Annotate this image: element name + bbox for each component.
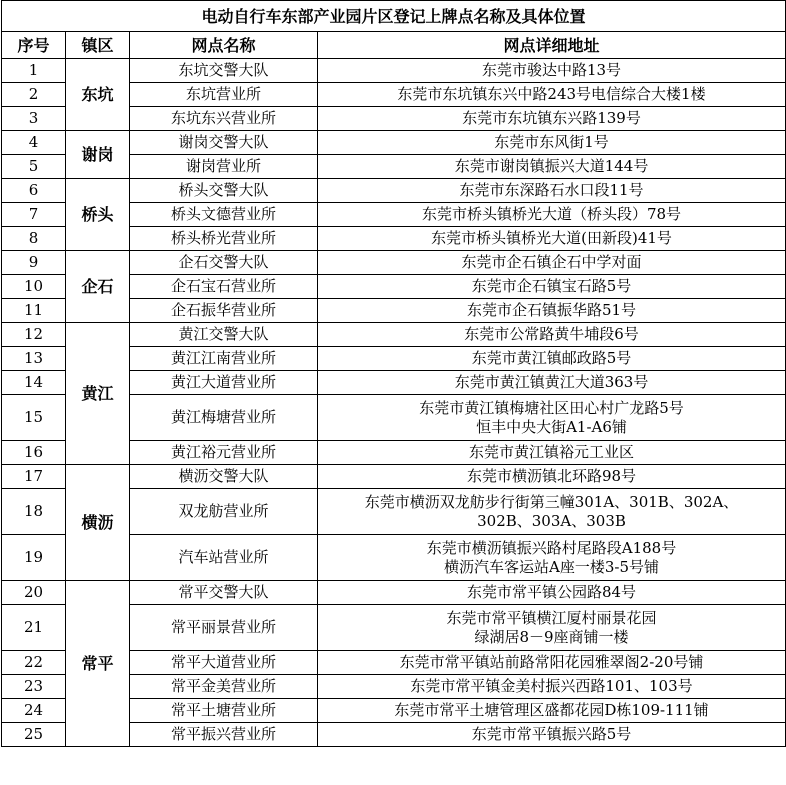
table-title: 电动自行车东部产业园片区登记上牌点名称及具体位置 bbox=[2, 1, 786, 32]
point-address: 东莞市企石镇振华路51号 bbox=[318, 299, 786, 323]
point-name: 黄江裕元营业所 bbox=[130, 441, 318, 465]
point-address: 东莞市桥头镇桥光大道(田新段)41号 bbox=[318, 227, 786, 251]
point-address: 东莞市横沥镇北环路98号 bbox=[318, 465, 786, 489]
row-no: 9 bbox=[2, 251, 66, 275]
town-cell: 黄江 bbox=[66, 323, 130, 465]
point-address: 东莞市常平镇站前路常阳花园雅翠阁2-20号铺 bbox=[318, 651, 786, 675]
table-row bbox=[2, 251, 786, 275]
row-no: 13 bbox=[2, 347, 66, 371]
row-no: 5 bbox=[2, 155, 66, 179]
header-address: 网点详细地址 bbox=[318, 32, 786, 59]
row-no: 17 bbox=[2, 465, 66, 489]
row-no: 7 bbox=[2, 203, 66, 227]
town-cell: 横沥 bbox=[66, 465, 130, 581]
point-address: 东莞市常平土塘管理区盛都花园D栋109-111铺 bbox=[318, 699, 786, 723]
point-name: 黄江大道营业所 bbox=[130, 371, 318, 395]
point-name: 常平振兴营业所 bbox=[130, 723, 318, 747]
point-name: 东坑交警大队 bbox=[130, 59, 318, 83]
point-address: 东莞市黄江镇裕元工业区 bbox=[318, 441, 786, 465]
row-no: 14 bbox=[2, 371, 66, 395]
point-name: 企石交警大队 bbox=[130, 251, 318, 275]
point-name: 谢岗营业所 bbox=[130, 155, 318, 179]
point-address: 东莞市东风街1号 bbox=[318, 131, 786, 155]
point-address: 东莞市常平镇公园路84号 bbox=[318, 581, 786, 605]
point-address: 东莞市桥头镇桥光大道（桥头段）78号 bbox=[318, 203, 786, 227]
point-name: 谢岗交警大队 bbox=[130, 131, 318, 155]
row-no: 16 bbox=[2, 441, 66, 465]
row-no: 18 bbox=[2, 489, 66, 535]
row-no: 20 bbox=[2, 581, 66, 605]
table-row bbox=[2, 131, 786, 155]
point-name: 东坑营业所 bbox=[130, 83, 318, 107]
row-no: 2 bbox=[2, 83, 66, 107]
row-no: 4 bbox=[2, 131, 66, 155]
point-name: 常平土塘营业所 bbox=[130, 699, 318, 723]
row-no: 8 bbox=[2, 227, 66, 251]
row-no: 6 bbox=[2, 179, 66, 203]
row-no: 11 bbox=[2, 299, 66, 323]
row-no: 12 bbox=[2, 323, 66, 347]
row-no: 22 bbox=[2, 651, 66, 675]
point-address: 东莞市骏达中路13号 bbox=[318, 59, 786, 83]
table-row bbox=[2, 465, 786, 489]
point-name: 企石振华营业所 bbox=[130, 299, 318, 323]
point-address: 东莞市黄江镇梅塘社区田心村广龙路5号 恒丰中央大街A1-A6铺 bbox=[318, 395, 786, 441]
point-name: 桥头桥光营业所 bbox=[130, 227, 318, 251]
point-name: 东坑东兴营业所 bbox=[130, 107, 318, 131]
point-address: 东莞市常平镇金美村振兴西路101、103号 bbox=[318, 675, 786, 699]
point-address: 东莞市东坑镇东兴中路243号电信综合大楼1楼 bbox=[318, 83, 786, 107]
point-name: 常平交警大队 bbox=[130, 581, 318, 605]
header-point-name: 网点名称 bbox=[130, 32, 318, 59]
town-cell: 企石 bbox=[66, 251, 130, 323]
point-address: 东莞市公常路黄牛埔段6号 bbox=[318, 323, 786, 347]
registration-points-table bbox=[1, 0, 786, 747]
row-no: 25 bbox=[2, 723, 66, 747]
point-name: 常平大道营业所 bbox=[130, 651, 318, 675]
point-address: 东莞市常平镇振兴路5号 bbox=[318, 723, 786, 747]
point-name: 黄江江南营业所 bbox=[130, 347, 318, 371]
row-no: 21 bbox=[2, 605, 66, 651]
town-cell: 东坑 bbox=[66, 59, 130, 131]
row-no: 3 bbox=[2, 107, 66, 131]
point-name: 黄江梅塘营业所 bbox=[130, 395, 318, 441]
row-no: 1 bbox=[2, 59, 66, 83]
point-address: 东莞市黄江镇黄江大道363号 bbox=[318, 371, 786, 395]
row-no: 10 bbox=[2, 275, 66, 299]
point-address: 东莞市企石镇宝石路5号 bbox=[318, 275, 786, 299]
point-name: 双龙舫营业所 bbox=[130, 489, 318, 535]
point-name: 横沥交警大队 bbox=[130, 465, 318, 489]
row-no: 15 bbox=[2, 395, 66, 441]
town-cell: 谢岗 bbox=[66, 131, 130, 179]
point-name: 汽车站营业所 bbox=[130, 535, 318, 581]
header-no: 序号 bbox=[2, 32, 66, 59]
point-name: 常平丽景营业所 bbox=[130, 605, 318, 651]
point-address: 东莞市横沥双龙舫步行街第三幢301A、301B、302A、 302B、303A、303B bbox=[318, 489, 786, 535]
header-town: 镇区 bbox=[66, 32, 130, 59]
point-name: 常平金美营业所 bbox=[130, 675, 318, 699]
town-cell: 常平 bbox=[66, 581, 130, 747]
point-name: 企石宝石营业所 bbox=[130, 275, 318, 299]
row-no: 23 bbox=[2, 675, 66, 699]
point-address: 东莞市黄江镇邮政路5号 bbox=[318, 347, 786, 371]
point-name: 桥头交警大队 bbox=[130, 179, 318, 203]
point-address: 东莞市横沥镇振兴路村尾路段A188号 横沥汽车客运站A座一楼3-5号铺 bbox=[318, 535, 786, 581]
table-row bbox=[2, 59, 786, 83]
row-no: 24 bbox=[2, 699, 66, 723]
town-cell: 桥头 bbox=[66, 179, 130, 251]
table-row bbox=[2, 323, 786, 347]
point-name: 桥头文德营业所 bbox=[130, 203, 318, 227]
point-address: 东莞市谢岗镇振兴大道144号 bbox=[318, 155, 786, 179]
table-row bbox=[2, 179, 786, 203]
header-row bbox=[2, 32, 786, 59]
point-name: 黄江交警大队 bbox=[130, 323, 318, 347]
point-address: 东莞市企石镇企石中学对面 bbox=[318, 251, 786, 275]
point-address: 东莞市东深路石水口段11号 bbox=[318, 179, 786, 203]
table-row bbox=[2, 581, 786, 605]
row-no: 19 bbox=[2, 535, 66, 581]
point-address: 东莞市东坑镇东兴路139号 bbox=[318, 107, 786, 131]
point-address: 东莞市常平镇横江厦村丽景花园 绿湖居8－9座商铺一楼 bbox=[318, 605, 786, 651]
